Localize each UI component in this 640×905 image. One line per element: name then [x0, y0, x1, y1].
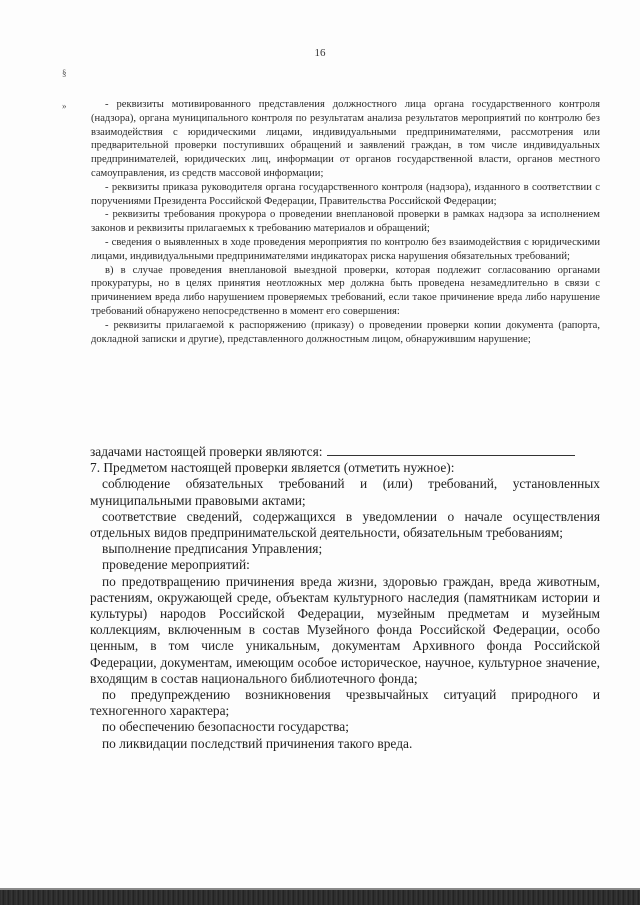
page-number: 16 — [314, 47, 326, 59]
paragraph: - реквизиты прилагаемой к распоряжению (приказу) о проведении проверки копии документа (рапорта, докладной записки и другие), представленного должностным лицом, обнаружившим нарушение; — [91, 319, 600, 345]
tasks-blank-field[interactable] — [327, 444, 575, 456]
paragraph: - сведения о выявленных в ходе проведения мероприятия по контролю без взаимодействия с юридическими лицами, индивидуальными предпринимателями индикаторах риска нарушения обязательных требований; — [91, 236, 600, 262]
subject-item: по предупреждению возникновения чрезвычайных ситуаций природного и техногенного характера; — [90, 687, 600, 719]
inspection-subject-section — [90, 444, 600, 752]
subject-item: по ликвидации последствий причинения такого вреда. — [102, 735, 413, 751]
section-heading: 7. Предметом настоящей проверки является (отметить нужное): — [90, 460, 455, 476]
subject-item: соблюдение обязательных требований и (или) требований, установленных муниципальными правовыми актами; — [90, 476, 600, 508]
margin-mark: » — [62, 101, 67, 111]
paragraph: - реквизиты мотивированного представления должностного лица органа государственного контроля (надзора), органа муниципального контроля по результатам анализа результатов мероприятий по контролю без взаимодействия с юридическими лицами, индивидуальными предпринимателями, рассмотрения или предварительной проверки поступивших обращений и заявлений граждан, в том числе индивидуальных предпринимателей, юридических лиц, информации от органов государственной власти, органов местного самоуправления, из средств массовой информации; — [91, 99, 600, 179]
tasks-label: задачами настоящей проверки являются: — [90, 444, 323, 459]
subject-item: по обеспечению безопасности государства; — [102, 719, 349, 735]
subject-item: проведение мероприятий: — [102, 557, 250, 573]
scan-dark-edge — [0, 890, 640, 905]
paragraph: - реквизиты требования прокурора о проведении внеплановой проверки в рамках надзора за исполнением законов и реквизиты прилагаемых к требованию материалов и обращений; — [91, 209, 600, 235]
subject-item: по предотвращению причинения вреда жизни, здоровью граждан, вреда животным, растениям, окружающей среде, объектам культурного наследия (памятникам истории и культуры) народов Российской Федерации, музейным предметам и музейным коллекциям, включенным в состав Музейного фонда Российской Федерации, особо ценным, в том числе уникальным, документам Архивного фонда Российской Федерации, документам, имеющим особое историческое, научное, культурное значение, входящим в состав национального библиотечного фонда; — [90, 573, 600, 686]
tasks-line — [90, 444, 600, 460]
paragraph: - реквизиты приказа руководителя органа государственного контроля (надзора), изданного в соответствии с поручениями Президента Российской Федерации, Правительства Российской Федерации; — [91, 181, 600, 207]
requisites-list — [91, 98, 600, 360]
paragraph: в) в случае проведения внеплановой выездной проверки, которая подлежит согласованию органами прокуратуры, но в целях принятия неотложных мер должна быть проведена незамедлительно в связи с причинением вреда либо нарушением проверяемых требований, если такое причинение вреда либо нарушение требований обнаружено непосредственно в момент его совершения: — [91, 264, 600, 317]
subject-item: выполнение предписания Управления; — [102, 541, 323, 557]
subject-item: соответствие сведений, содержащихся в уведомлении о начале осуществления отдельных видов предпринимательской деятельности, обязательным требованиям; — [90, 508, 600, 541]
margin-mark: § — [62, 68, 67, 78]
